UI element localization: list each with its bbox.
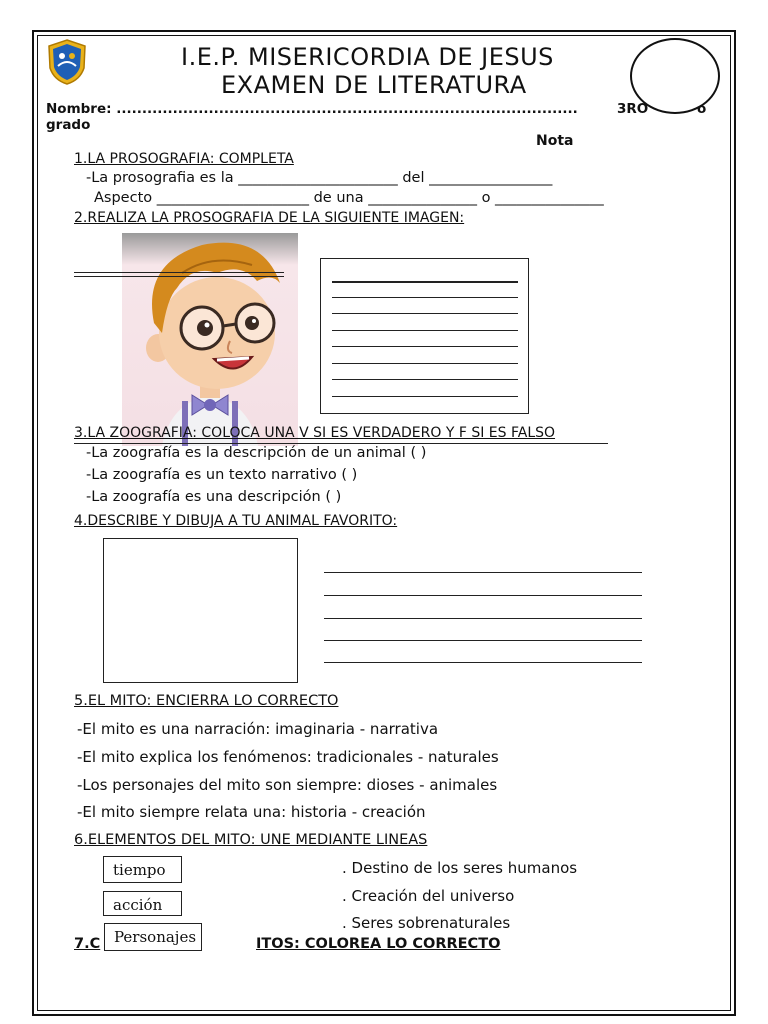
q7-title-end: ITOS: COLOREA LO CORRECTO xyxy=(256,936,501,952)
answer-line[interactable] xyxy=(74,276,284,277)
q5-item[interactable]: -El mito siempre relata una: historia - creación xyxy=(77,803,426,821)
writing-line[interactable] xyxy=(332,330,518,331)
q1-line1[interactable]: -La prosografia es la ______________________ del _________________ xyxy=(86,170,553,186)
q3-item[interactable]: -La zoografía es una descripción ( ) xyxy=(86,489,342,505)
writing-line[interactable] xyxy=(332,363,518,364)
name-field[interactable]: Nombre: .......................................................................................... xyxy=(46,101,578,117)
school-name: I.E.P. MISERICORDIA DE JESUS xyxy=(181,43,554,71)
q1-title: 1.LA PROSOGRAFIA: COMPLETA xyxy=(74,151,294,167)
q5-title: 5.EL MITO: ENCIERRA LO CORRECTO xyxy=(74,693,339,709)
writing-line[interactable] xyxy=(332,281,518,283)
word-box-personajes[interactable]: Personajes xyxy=(104,923,202,951)
writing-line[interactable] xyxy=(332,313,518,314)
writing-line[interactable] xyxy=(332,396,518,397)
describe-line[interactable] xyxy=(324,572,642,573)
nota-label: Nota xyxy=(536,133,574,149)
grado-label: grado xyxy=(46,117,91,133)
q6-title: 6.ELEMENTOS DEL MITO: UNE MEDIANTE LINEAS xyxy=(74,832,428,848)
q7-title-start: 7.C xyxy=(74,936,101,952)
q1-line2[interactable]: Aspecto _____________________ de una _______________ o _______________ xyxy=(94,190,604,206)
q5-item[interactable]: -El mito explica los fenómenos: tradicionales - naturales xyxy=(77,748,499,766)
writing-line[interactable] xyxy=(332,379,518,380)
grade-label: 3RO xyxy=(617,101,649,117)
describe-line[interactable] xyxy=(324,662,642,663)
school-logo xyxy=(46,38,88,86)
exam-title: EXAMEN DE LITERATURA xyxy=(221,71,527,99)
q3-title-double-underline xyxy=(74,443,608,444)
answer-line[interactable] xyxy=(74,272,284,273)
q5-item[interactable]: -Los personajes del mito son siempre: dioses - animales xyxy=(77,776,498,794)
q4-title: 4.DESCRIBE Y DIBUJA A TU ANIMAL FAVORITO: xyxy=(74,513,398,529)
grade-suffix: o xyxy=(697,101,707,117)
describe-line[interactable] xyxy=(324,640,642,641)
q5-item[interactable]: -El mito es una narración: imaginaria - narrativa xyxy=(77,720,439,738)
q2-title: 2.REALIZA LA PROSOGRAFIA DE LA SIGUIENTE IMAGEN: xyxy=(74,210,465,226)
writing-line[interactable] xyxy=(332,297,518,298)
animal-drawing-box[interactable] xyxy=(103,538,298,683)
q3-item[interactable]: -La zoografía es la descripción de un animal ( ) xyxy=(86,445,427,461)
boy-illustration xyxy=(122,233,298,446)
word-box-accion[interactable]: acción xyxy=(103,891,182,916)
definition-item[interactable]: . Seres sobrenaturales xyxy=(342,914,511,932)
q3-title: 3.LA ZOOGRAFIA: COLOCA UNA V SI ES VERDADERO Y F SI ES FALSO xyxy=(74,425,556,441)
definition-item[interactable]: . Creación del universo xyxy=(342,887,515,905)
writing-line[interactable] xyxy=(332,346,518,347)
q3-item[interactable]: -La zoografía es un texto narrativo ( ) xyxy=(86,467,358,483)
definition-item[interactable]: . Destino de los seres humanos xyxy=(342,859,578,877)
word-box-tiempo[interactable]: tiempo xyxy=(103,856,182,883)
describe-line[interactable] xyxy=(324,618,642,619)
describe-line[interactable] xyxy=(324,595,642,596)
